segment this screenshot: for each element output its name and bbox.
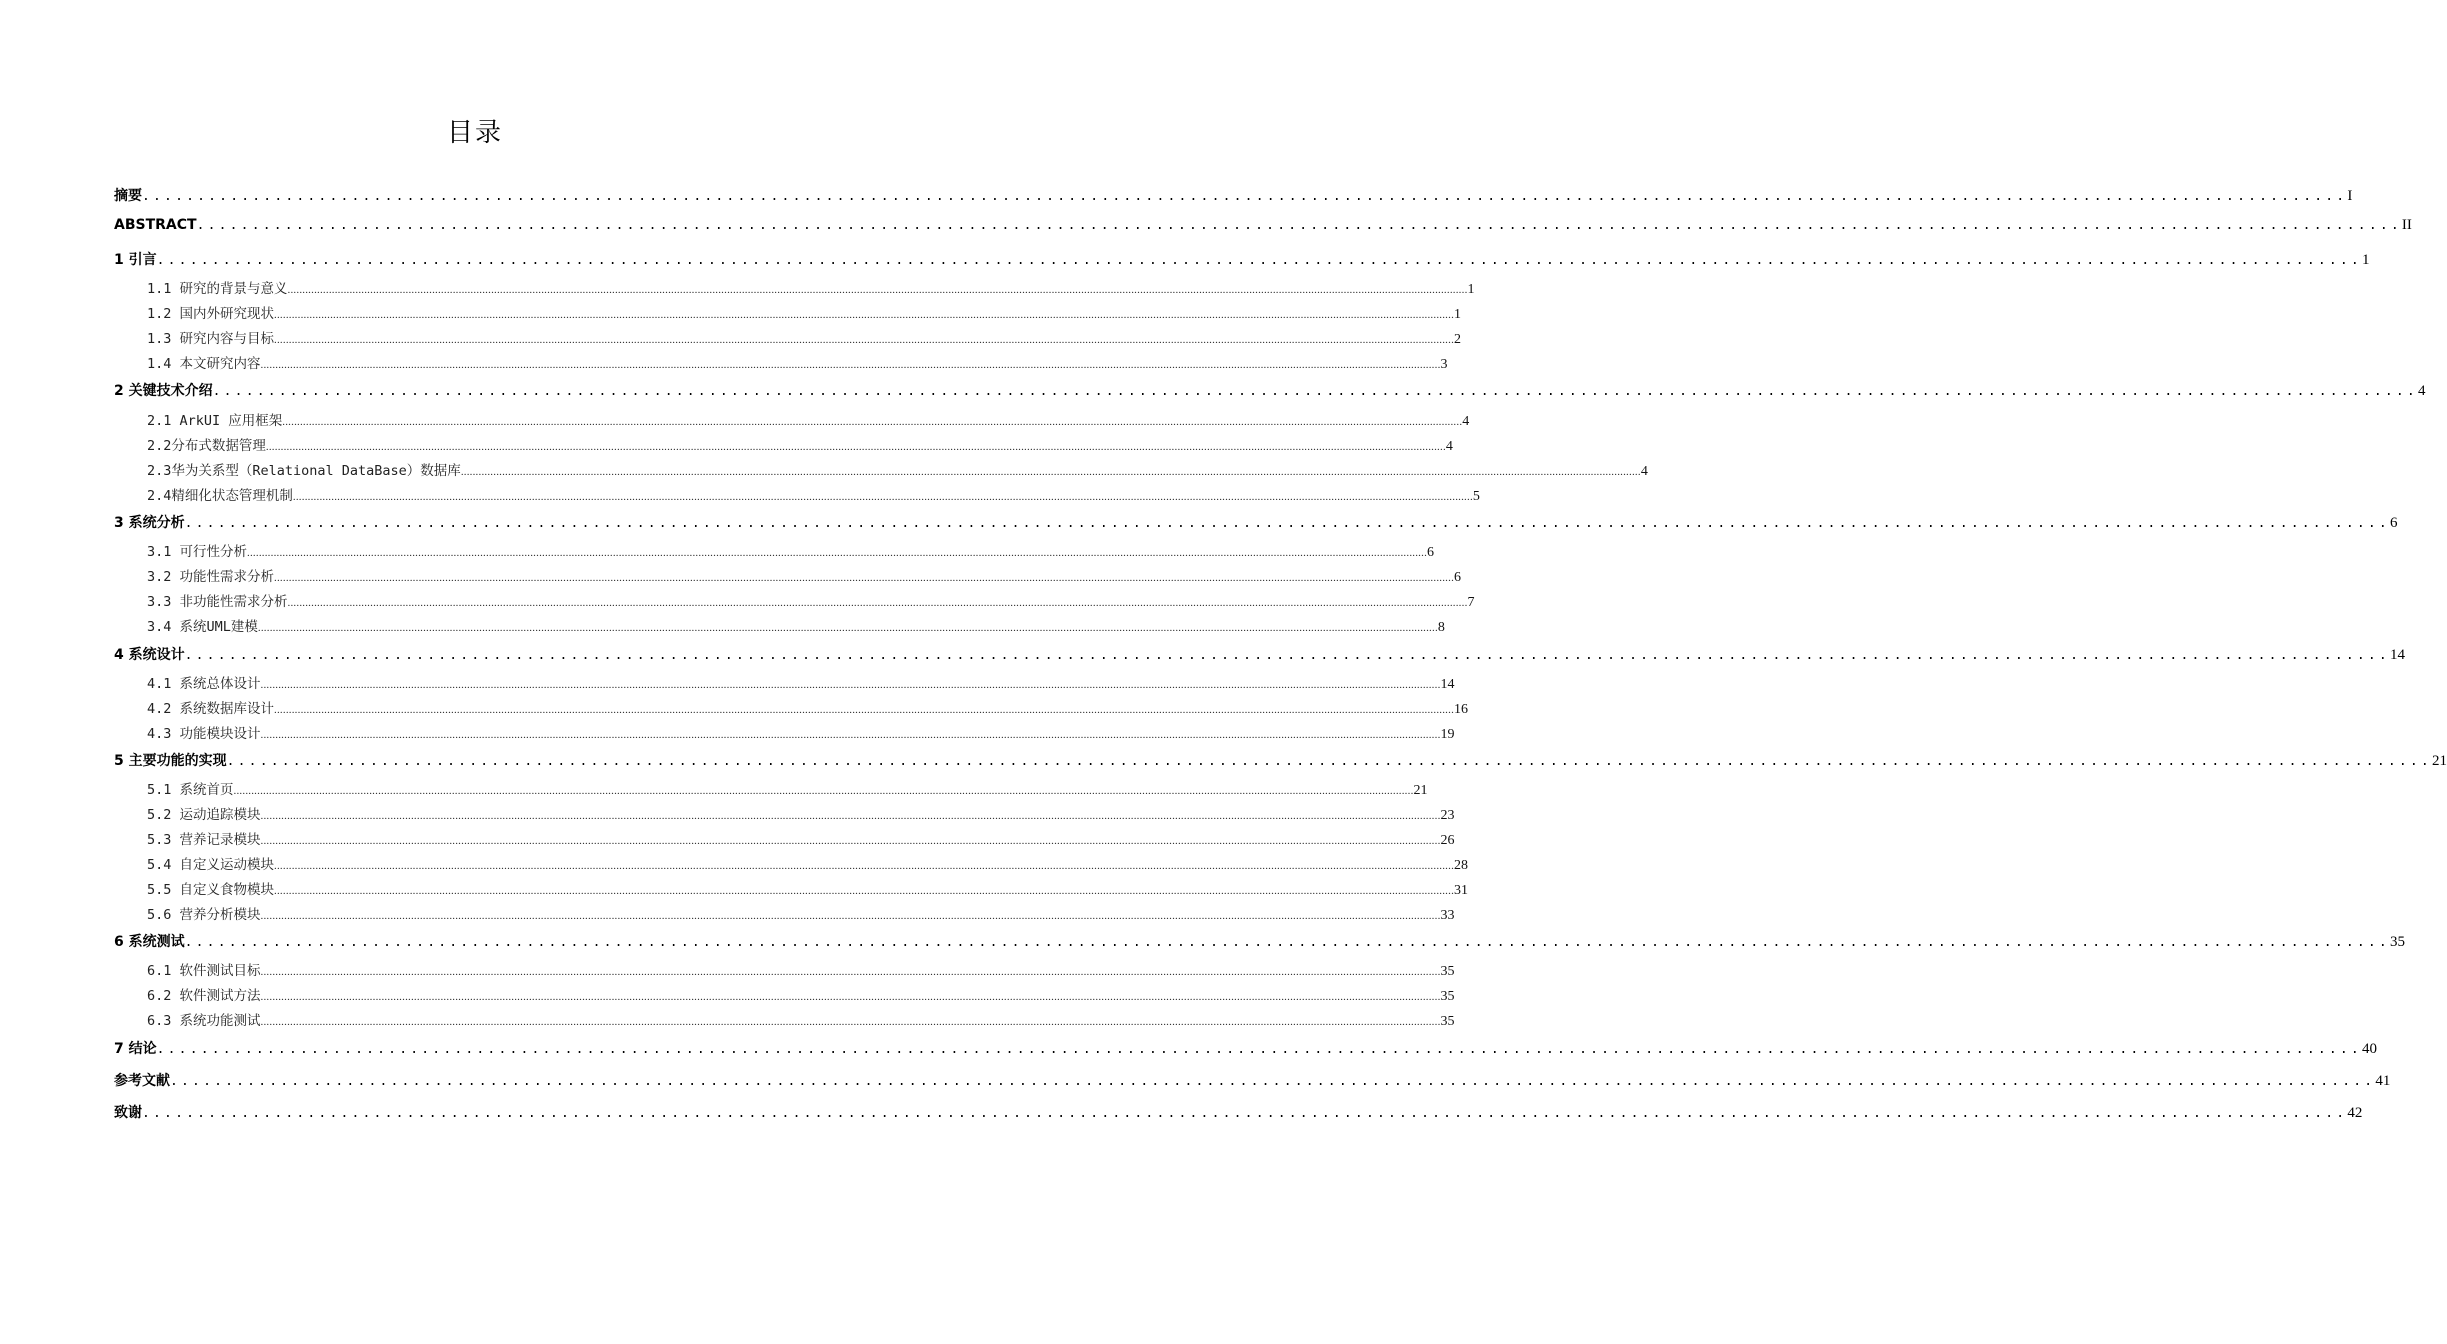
dot-leader: ................................................................................................................................................................................................................................................................................................................................................................................................................ — [274, 860, 1455, 872]
toc-entry-page-number: 35 — [2389, 934, 2405, 950]
dot-leader: ................................................................................................................................................................................................................................................................................................................................................................................................................ — [260, 359, 1441, 371]
toc-entry[interactable] — [114, 380, 2426, 400]
dot-leader: ................................................................................................................................................................................................................................................................................................................................................................................................................ — [274, 334, 1455, 346]
toc-entry-page-number: 6 — [1427, 545, 1435, 560]
toc-entry[interactable] — [147, 302, 1462, 323]
dot-leader: ........................................................................................................................................................................................................ — [226, 754, 2432, 769]
dot-leader: ................................................................................................................................................................................................................................................................................................................................................................................................................ — [292, 491, 1473, 503]
toc-entry-label: ABSTRACT — [114, 217, 197, 233]
toc-entry-label: 摘要 — [114, 188, 142, 204]
toc-entry-page-number: 4 — [1445, 439, 1453, 454]
toc-entry-label: 1.1 研究的背景与意义 — [147, 281, 288, 297]
toc-title: 目录 — [446, 118, 503, 148]
toc-entry-label: 致谢 — [114, 1105, 142, 1121]
toc-entry-label: 5.4 自定义运动模块 — [147, 857, 275, 873]
toc-entry-label: 6.2 软件测试方法 — [147, 988, 261, 1004]
toc-entry-page-number: 35 — [1440, 1014, 1455, 1029]
toc-entry-page-number: 1 — [1454, 307, 1462, 322]
toc-entry[interactable] — [147, 540, 1435, 561]
dot-leader: ................................................................................................................................................................................................................................................................................................................................................................................................................ — [260, 810, 1441, 822]
toc-entry-label: 4 系统设计 — [114, 647, 185, 663]
dot-leader: ........................................................................................................................................................................................................ — [184, 648, 2390, 663]
toc-entry-label: 2.2分布式数据管理 — [147, 438, 266, 454]
toc-entry-page-number: 21 — [2431, 753, 2447, 769]
dot-leader: ................................................................................................................................................................................................................................................................................................................................................................................................................ — [265, 441, 1446, 453]
toc-entry-page-number: 3 — [1440, 357, 1448, 372]
toc-entry[interactable] — [114, 1102, 2363, 1122]
dot-leader: ................................................................................................................................................................................................................................................................................................................................................................................................................ — [274, 572, 1455, 584]
dot-leader: ................................................................................................................................................................................................................................................................................................................................................................................................................ — [260, 910, 1441, 922]
toc-entry-label: 6.3 系统功能测试 — [147, 1013, 261, 1029]
toc-entry-label: 5.1 系统首页 — [147, 782, 234, 798]
dot-leader: ........................................................................................................................................................................................................ — [156, 1042, 2362, 1057]
toc-entry-page-number: 19 — [1440, 727, 1455, 742]
dot-leader: ................................................................................................................................................................................................................................................................................................................................................................................................................ — [260, 1016, 1441, 1028]
toc-entry-label: 2.4精细化状态管理机制 — [147, 488, 293, 504]
dot-leader: ................................................................................................................................................................................................................................................................................................................................................................................................................ — [287, 597, 1468, 609]
dot-leader: ................................................................................................................................................................................................................................................................................................................................................................................................................ — [260, 835, 1441, 847]
dot-leader: ................................................................................................................................................................................................................................................................................................................................................................................................................ — [247, 547, 1428, 559]
dot-leader: ................................................................................................................................................................................................................................................................................................................................................................................................................ — [260, 991, 1441, 1003]
toc-entry[interactable] — [114, 217, 2412, 234]
toc-entry-label: 3.3 非功能性需求分析 — [147, 594, 288, 610]
toc-entry-page-number: 6 — [2389, 515, 2398, 531]
toc-entry-label: 5.3 营养记录模块 — [147, 832, 261, 848]
toc-entry[interactable] — [147, 853, 1469, 874]
dot-leader: ........................................................................................................................................................................................................ — [212, 384, 2418, 399]
dot-leader: ........................................................................................................................................................................................................ — [170, 1074, 2376, 1089]
toc-entry-page-number: 2 — [1454, 332, 1462, 347]
toc-entry-page-number: 8 — [1437, 620, 1445, 635]
toc-entry-label: 3.4 系统UML建模 — [147, 619, 258, 635]
toc-entry-label: 5.6 营养分析模块 — [147, 907, 261, 923]
toc-entry-page-number: II — [2401, 217, 2412, 233]
dot-leader: ................................................................................................................................................................................................................................................................................................................................................................................................................ — [274, 704, 1455, 716]
toc-entry-label: 6.1 软件测试目标 — [147, 963, 261, 979]
toc-entry-label: 2.3华为关系型（Relational DataBase）数据库 — [147, 463, 461, 479]
toc-entry-label: 参考文献 — [114, 1073, 170, 1089]
dot-leader: ........................................................................................................................................................................................................ — [184, 516, 2390, 531]
toc-entry[interactable] — [147, 778, 1428, 799]
toc-entry-page-number: 1 — [1467, 282, 1475, 297]
dot-leader: ........................................................................................................................................................................................................ — [184, 935, 2390, 950]
dot-leader: ........................................................................................................................................................................................................ — [142, 189, 2348, 204]
toc-entry-label: 3.1 可行性分析 — [147, 544, 248, 560]
toc-entry[interactable] — [147, 352, 1448, 373]
toc-entry-label: 1.4 本文研究内容 — [147, 356, 261, 372]
toc-entry[interactable] — [147, 327, 1462, 348]
toc-entry[interactable] — [114, 644, 2405, 664]
toc-entry[interactable] — [147, 828, 1455, 849]
toc-entry-page-number: 31 — [1454, 883, 1469, 898]
dot-leader: ................................................................................................................................................................................................................................................................................................................................................................................................................ — [460, 466, 1641, 478]
toc-entry-label: 4.1 系统总体设计 — [147, 676, 261, 692]
toc-entry-page-number: I — [2347, 188, 2353, 204]
toc-entry-label: 1.2 国内外研究现状 — [147, 306, 275, 322]
dot-leader: ................................................................................................................................................................................................................................................................................................................................................................................................................ — [233, 785, 1414, 797]
toc-entry-page-number: 42 — [2347, 1105, 2363, 1121]
toc-entry-label: 4.3 功能模块设计 — [147, 726, 261, 742]
toc-entry[interactable] — [114, 1070, 2391, 1090]
toc-entry[interactable] — [147, 878, 1469, 899]
toc-entry-label: 5 主要功能的实现 — [114, 753, 227, 769]
toc-entry-page-number: 6 — [1454, 570, 1462, 585]
toc-entry[interactable] — [114, 750, 2447, 770]
toc-entry[interactable] — [147, 459, 1648, 480]
toc-entry-label: 2 关键技术介绍 — [114, 383, 213, 399]
toc-entry-page-number: 4 — [2417, 383, 2426, 399]
toc-entry-page-number: 16 — [1454, 702, 1469, 717]
toc-entry[interactable] — [147, 277, 1475, 298]
dot-leader: ........................................................................................................................................................................................................ — [142, 1106, 2348, 1121]
toc-entry[interactable] — [147, 409, 1470, 430]
toc-entry-page-number: 7 — [1467, 595, 1475, 610]
toc-entry-label: 7 结论 — [114, 1041, 157, 1057]
toc-entry-page-number: 4 — [1640, 464, 1648, 479]
toc-entry-page-number: 14 — [2389, 647, 2405, 663]
toc-entry-page-number: 28 — [1454, 858, 1469, 873]
dot-leader: ................................................................................................................................................................................................................................................................................................................................................................................................................ — [274, 309, 1455, 321]
toc-entry-label: 3 系统分析 — [114, 515, 185, 531]
toc-entry[interactable] — [147, 672, 1455, 693]
dot-leader: ................................................................................................................................................................................................................................................................................................................................................................................................................ — [260, 966, 1441, 978]
toc-entry[interactable] — [114, 249, 2370, 269]
toc-entry-label: 5.5 自定义食物模块 — [147, 882, 275, 898]
toc-entry[interactable] — [114, 1038, 2377, 1058]
toc-entry-page-number: 5 — [1472, 489, 1480, 504]
dot-leader: ................................................................................................................................................................................................................................................................................................................................................................................................................ — [287, 284, 1468, 296]
dot-leader: ........................................................................................................................................................................................................ — [196, 218, 2402, 233]
dot-leader: ................................................................................................................................................................................................................................................................................................................................................................................................................ — [260, 729, 1441, 741]
toc-entry[interactable] — [147, 615, 1445, 636]
dot-leader: ................................................................................................................................................................................................................................................................................................................................................................................................................ — [274, 885, 1455, 897]
toc-entry-page-number: 33 — [1440, 908, 1455, 923]
toc-entry[interactable] — [147, 959, 1455, 980]
toc-entry[interactable] — [147, 484, 1480, 505]
toc-entry[interactable] — [147, 565, 1462, 586]
toc-entry[interactable] — [147, 434, 1453, 455]
toc-entry-label: 1.3 研究内容与目标 — [147, 331, 275, 347]
toc-entry-label: 2.1 ArkUI 应用框架 — [147, 413, 283, 429]
toc-entry-page-number: 21 — [1413, 783, 1428, 798]
dot-leader: ........................................................................................................................................................................................................ — [156, 253, 2362, 268]
toc-entry-label: 5.2 运动追踪模块 — [147, 807, 261, 823]
dot-leader: ................................................................................................................................................................................................................................................................................................................................................................................................................ — [257, 622, 1438, 634]
toc-entry[interactable] — [147, 697, 1469, 718]
toc-entry-label: 4.2 系统数据库设计 — [147, 701, 275, 717]
toc-entry[interactable] — [147, 722, 1455, 743]
toc-entry-page-number: 1 — [2361, 252, 2370, 268]
toc-entry-page-number: 26 — [1440, 833, 1455, 848]
toc-entry[interactable] — [147, 903, 1455, 924]
toc-entry[interactable] — [147, 984, 1455, 1005]
toc-entry-page-number: 35 — [1440, 989, 1455, 1004]
toc-entry-label: 3.2 功能性需求分析 — [147, 569, 275, 585]
toc-entry-page-number: 35 — [1440, 964, 1455, 979]
toc-entry-page-number: 40 — [2361, 1041, 2377, 1057]
toc-entry[interactable] — [147, 803, 1455, 824]
dot-leader: ................................................................................................................................................................................................................................................................................................................................................................................................................ — [282, 416, 1463, 428]
toc-entry[interactable] — [114, 185, 2353, 205]
toc-entry-page-number: 4 — [1462, 414, 1470, 429]
toc-entry-page-number: 14 — [1440, 677, 1455, 692]
toc-entry-page-number: 23 — [1440, 808, 1455, 823]
toc-entry-page-number: 41 — [2375, 1073, 2391, 1089]
toc-entry[interactable] — [114, 931, 2405, 951]
toc-entry-label: 1 引言 — [114, 252, 157, 268]
dot-leader: ................................................................................................................................................................................................................................................................................................................................................................................................................ — [260, 679, 1441, 691]
toc-entry[interactable] — [147, 590, 1475, 611]
toc-entry-label: 6 系统测试 — [114, 934, 185, 950]
toc-entry[interactable] — [147, 1009, 1455, 1030]
toc-entry[interactable] — [114, 512, 2398, 532]
